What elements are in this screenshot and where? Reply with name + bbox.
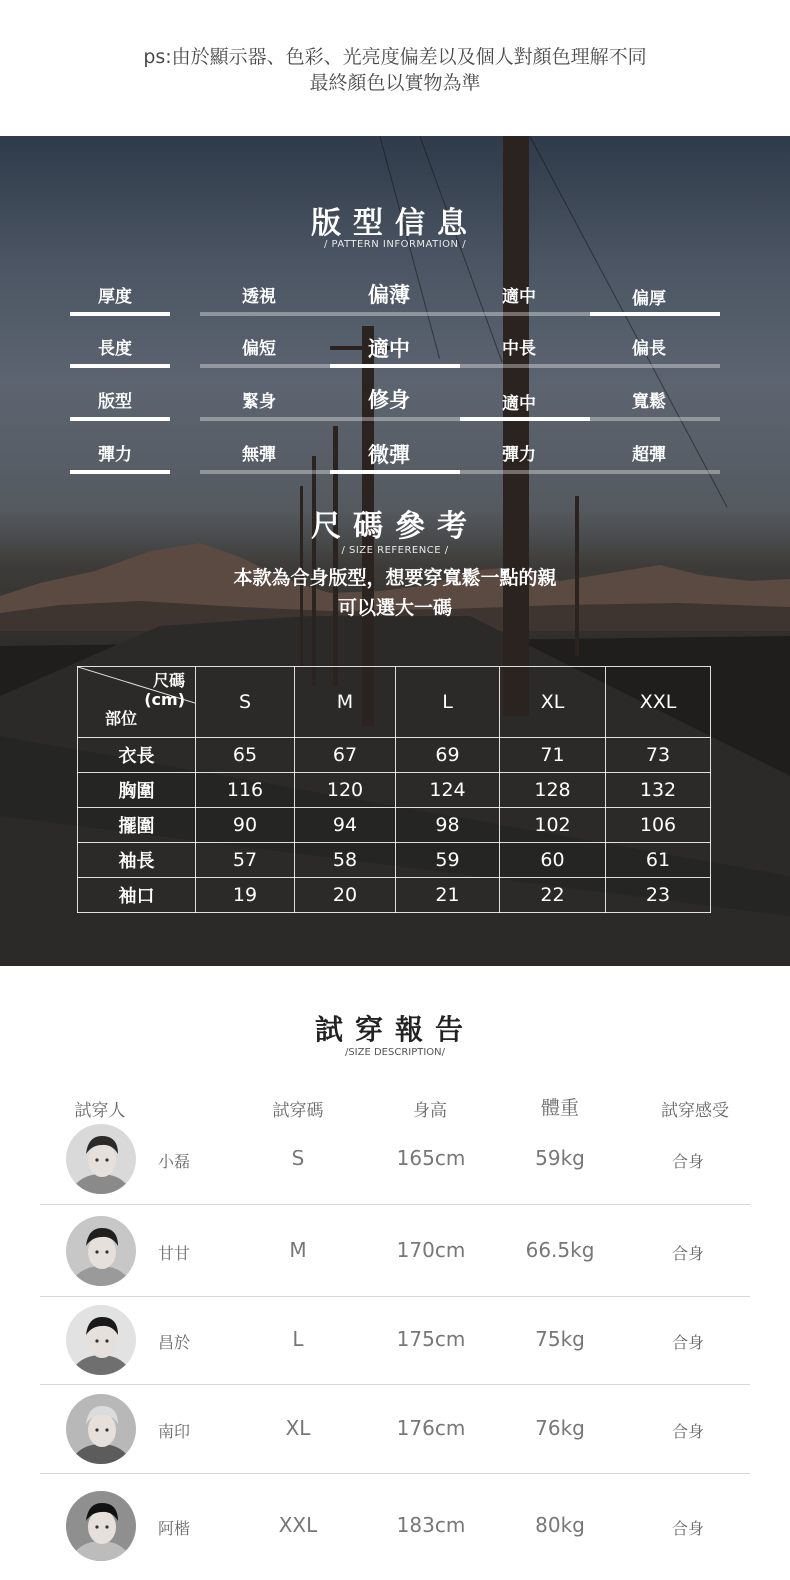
fit-option: 適中	[368, 337, 410, 361]
try-on-row	[40, 1297, 750, 1385]
tester-height: 165cm	[396, 1146, 466, 1170]
disclaimer-line-2: 最終顏色以實物為準	[309, 72, 481, 94]
fit-scale-track	[200, 364, 720, 368]
tester-height: 183cm	[396, 1513, 466, 1537]
tester-size: M	[289, 1237, 307, 1262]
tester-avatar	[66, 1124, 136, 1194]
fit-row-label-underline	[70, 312, 170, 316]
fit-row-label: 彈力	[98, 445, 132, 465]
size-row-part: 衣長	[78, 738, 196, 773]
try-on-row	[40, 1206, 750, 1297]
fit-row	[0, 334, 790, 374]
size-advice-line-1: 本款為合身版型，想要穿寬鬆一點的親	[233, 567, 557, 589]
size-cell: 116	[196, 773, 295, 808]
fit-option: 寬鬆	[632, 392, 666, 412]
fit-option: 透視	[242, 287, 276, 307]
tester-avatar	[66, 1305, 136, 1375]
size-cell: 23	[606, 878, 711, 913]
size-row-part: 擺圍	[78, 808, 196, 843]
row-divider	[40, 1204, 750, 1205]
fit-row-label-underline	[70, 364, 170, 368]
size-cell: 67	[295, 738, 396, 773]
fit-option: 彈力	[502, 445, 536, 465]
size-row	[78, 878, 711, 913]
size-cell: 124	[396, 773, 500, 808]
fit-option: 偏長	[632, 339, 666, 359]
size-reference-title: 尺碼參考	[311, 509, 479, 544]
size-cell: 102	[500, 808, 606, 843]
try-on-row	[40, 1385, 750, 1474]
tester-name: 阿楷	[158, 1519, 191, 1538]
pattern-info-subtitle: / PATTERN INFORMATION /	[323, 239, 467, 250]
fit-option: 偏薄	[368, 283, 410, 307]
fit-option: 中長	[502, 339, 536, 359]
fit-option: 超彈	[632, 445, 666, 465]
size-cell: 22	[500, 878, 606, 913]
size-header-l: L	[396, 667, 500, 738]
tester-weight: 80kg	[535, 1513, 585, 1537]
size-cell: 132	[606, 773, 711, 808]
size-cell: 60	[500, 843, 606, 878]
fit-option: 微彈	[368, 443, 410, 467]
size-cell: 98	[396, 808, 500, 843]
size-row-part: 袖長	[78, 843, 196, 878]
fit-row-label: 長度	[98, 339, 132, 359]
fit-scale-track	[200, 470, 720, 474]
color-disclaimer	[0, 44, 790, 96]
tester-avatar	[66, 1216, 136, 1286]
header-height: 身高	[413, 1101, 447, 1121]
size-row-part: 袖口	[78, 878, 196, 913]
size-header-s: S	[196, 667, 295, 738]
fit-row-label-underline	[70, 417, 170, 421]
size-cell: 94	[295, 808, 396, 843]
disclaimer-line-1: ps:由於顯示器、色彩、光亮度偏差以及個人對顏色理解不同	[143, 46, 647, 68]
fit-row-label-underline	[70, 470, 170, 474]
tester-height: 176cm	[396, 1415, 466, 1440]
fit-scale-selected	[590, 312, 720, 316]
fit-option: 偏厚	[632, 289, 666, 309]
try-on-row	[40, 1474, 750, 1580]
tester-height: 170cm	[396, 1237, 466, 1262]
size-cell: 120	[295, 773, 396, 808]
fit-row	[0, 387, 790, 427]
size-advice	[0, 563, 790, 623]
size-cell: 19	[196, 878, 295, 913]
size-chart-table	[77, 666, 711, 913]
size-header-row	[78, 667, 711, 738]
try-on-report-subtitle: /SIZE DESCRIPTION/	[344, 1047, 446, 1058]
tester-feel: 合身	[671, 1421, 704, 1441]
fit-scale-selected	[330, 470, 460, 474]
fit-scale-selected	[330, 364, 460, 368]
header-tester: 試穿人	[74, 1101, 126, 1121]
size-row	[78, 843, 711, 878]
corner-size-label	[144, 671, 185, 709]
fit-row-label: 厚度	[98, 287, 132, 307]
size-cell: 73	[606, 738, 711, 773]
size-advice-line-2: 可以選大一碼	[337, 597, 452, 619]
pattern-info-title: 版型信息	[311, 206, 479, 241]
size-header-xxl: XXL	[606, 667, 711, 738]
tester-name: 昌於	[158, 1333, 191, 1352]
fit-row	[0, 282, 790, 322]
try-on-row	[40, 1115, 750, 1205]
size-cell: 21	[396, 878, 500, 913]
tester-feel: 合身	[671, 1519, 704, 1538]
tester-feel: 合身	[671, 1152, 704, 1171]
tester-size: S	[291, 1146, 305, 1170]
header-feel: 試穿感受	[661, 1101, 729, 1121]
tester-avatar	[66, 1394, 136, 1464]
size-cell: 20	[295, 878, 396, 913]
size-cell: 61	[606, 843, 711, 878]
tester-weight: 59kg	[535, 1146, 585, 1170]
fit-option: 修身	[368, 388, 410, 412]
tester-weight: 76kg	[535, 1415, 585, 1440]
tester-size: L	[292, 1327, 304, 1351]
tester-weight: 66.5kg	[525, 1237, 595, 1262]
tester-size: XL	[285, 1415, 311, 1440]
header-size: 試穿碼	[272, 1101, 324, 1121]
corner-unit-text: (cm)	[144, 690, 185, 709]
tester-feel: 合身	[671, 1333, 704, 1352]
size-row	[78, 738, 711, 773]
size-cell: 90	[196, 808, 295, 843]
header-weight: 體重	[540, 1097, 579, 1119]
tester-weight: 75kg	[535, 1327, 585, 1351]
size-cell: 69	[396, 738, 500, 773]
fit-row	[0, 440, 790, 480]
size-cell: 58	[295, 843, 396, 878]
size-cell: 128	[500, 773, 606, 808]
size-cell: 57	[196, 843, 295, 878]
fit-scale-selected	[460, 417, 590, 421]
tester-avatar	[66, 1491, 136, 1561]
size-header-xl: XL	[500, 667, 606, 738]
tester-name: 甘甘	[158, 1243, 191, 1263]
size-row	[78, 773, 711, 808]
fit-row-label: 版型	[98, 392, 132, 412]
fit-option: 適中	[502, 287, 536, 307]
corner-part-label: 部位	[105, 709, 138, 728]
fit-option: 緊身	[242, 392, 276, 412]
size-cell: 71	[500, 738, 606, 773]
tester-feel: 合身	[671, 1243, 704, 1263]
tester-size: XXL	[278, 1513, 318, 1537]
size-row-part: 胸圍	[78, 773, 196, 808]
size-cell: 65	[196, 738, 295, 773]
size-cell: 59	[396, 843, 500, 878]
try-on-report-title: 試穿報告	[314, 1013, 475, 1046]
corner-size-text: 尺碼	[152, 671, 185, 690]
tester-name: 小磊	[158, 1152, 191, 1171]
fit-option: 偏短	[242, 339, 276, 359]
size-reference-subtitle: / SIZE REFERENCE /	[341, 545, 449, 556]
size-cell: 106	[606, 808, 711, 843]
fit-option: 無彈	[242, 445, 276, 465]
size-row	[78, 808, 711, 843]
size-header-m: M	[295, 667, 396, 738]
size-chart-corner	[78, 667, 196, 738]
tester-name: 南印	[158, 1421, 191, 1441]
tester-height: 175cm	[396, 1327, 466, 1351]
fit-option: 適中	[502, 394, 536, 414]
